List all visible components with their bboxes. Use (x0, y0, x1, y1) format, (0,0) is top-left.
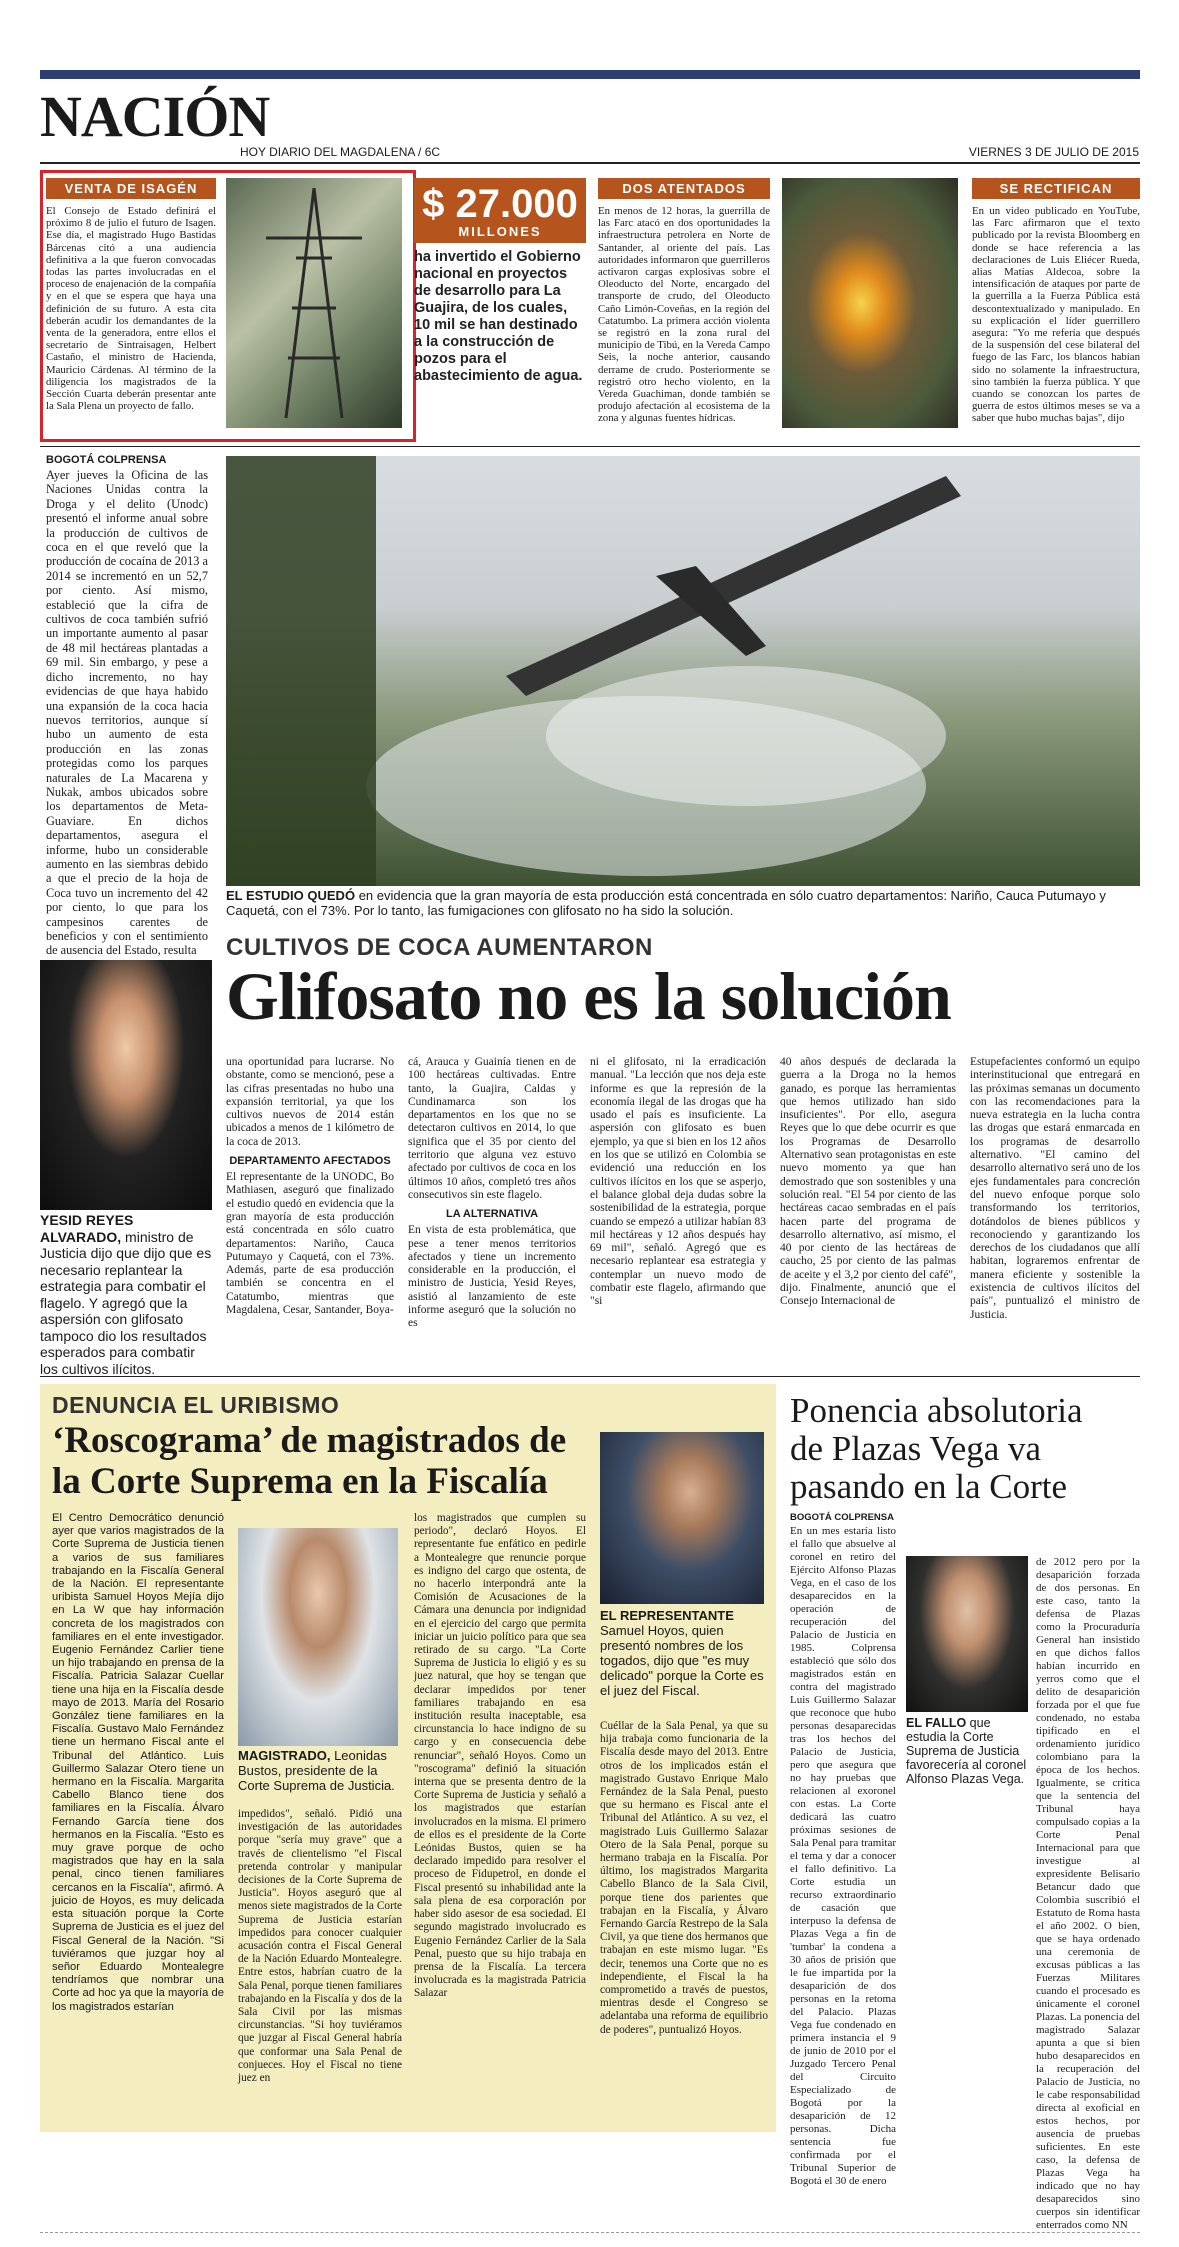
middle-rule (40, 1376, 1140, 1377)
guajira-brief (414, 178, 586, 428)
paper-name: HOY DIARIO DEL MAGDALENA / 6C (240, 145, 441, 159)
plazas-vega-caption-text: que estudia la Corte Suprema de Justicia favorecería al coronel Alfonso Plazas Vega. (906, 1716, 1027, 1786)
power-tower-icon (226, 178, 402, 428)
coca-col5-text: Estupefacientes conformó un equipo interinstitucional que entregará en las próximas semanas un documento con las recomendaciones para la nueva estrategia en la lucha contra las drogas que estará enmarcada en los programas de desarrollo alternativo. "El camino del desarrollo alternativo será uno de los ejes fundamentales para concreción del nuevo enfoque porque solo transformando los territorios, dotándolos de bienes públicos y reconociendo y garantizando los derechos de los ciudadanos que allí habitan, lograremos enfrentar de manera eficiente y sostenible la existencia de cultivos ilícitos del país", puntualizó el ministro de Justicia. (970, 1056, 1140, 1321)
roscograma-col2-text: impedidos", señaló. Pidió una investigación de las autoridades porque "sería muy grave" que a través de clientelismo "el Fiscal pretenda controlar y manipular decisiones de la Corte Suprema de Justicia". Hoyos aseguró que al menos siete magistrados de la Corte Suprema de Justicia estarían impedidos para conocer cualquier acusación contra el Fiscal General de la Nación Eduardo Montealegre. Entre estos, habrían cuatro de la Sala Penal, porque tienen familiares trabajando en la Fiscalía y dos de la Sala Civil por las mismas circunstancias. "Si hoy tuviéramos que juzgar al Fiscal General habría que conformar una Sala Penal de conjueces. Hoy el Fiscal no tiene juez en (238, 1808, 402, 2085)
coca-col1b-text: El representante de la UNODC, Bo Mathiasen, aseguró que finalizado el estudio quedó en evidencia que la gran mayoría de esta producción está concentrada en sólo cuatro departamentos: Nariño, Cauca Putumayo y Caquetá, con el 73%. Además, parte de esa producción también se concentra en el Catatumbo, mientras que Magdalena, Cesar, Santander, Boya- (226, 1171, 394, 1317)
coca-column-3 (590, 1056, 766, 1309)
samuel-hoyos-portrait (600, 1432, 764, 1604)
plazas-column-1 (790, 1512, 896, 2188)
plazas-vega-portrait (906, 1556, 1028, 1712)
coca-kicker: CULTIVOS DE COCA AUMENTARON (226, 934, 653, 961)
atentados-brief-text: En menos de 12 horas, la guerrilla de las Farc atacó en dos oportunidades la infraestructura petrolera en Norte de Santander, al oriente del país. Las autoridades informaron que guerrilleros activaron cargas explosivas sobre el Oleoducto del Norte, encargado del transporte de crudo, del Oleoducto Caño Limón-Coveñas, en la región del Catatumbo. La primera acción violenta se registró en la zona rural del municipio de Tibú, en la Vereda Campo Seis, la noche anterior, causando derrame de crudo. Posteriormente se registró otro hecho violento, en la Vereda Guachiman, donde también se produjo afectación al ecosistema de la zona y algunas fuentes hídricas. (598, 205, 770, 425)
coca-column-2 (408, 1056, 576, 1331)
plazas-vega-caption-lead: EL FALLO (906, 1716, 967, 1730)
roscograma-headline-line1: ‘Roscograma’ de magistrados de (52, 1420, 567, 1461)
guajira-amount-box (414, 178, 586, 243)
roscograma-column-3 (414, 1512, 586, 2001)
coca-column-1 (226, 1056, 394, 1317)
plazas-headline-line3: pasando en la Corte (790, 1467, 1067, 1506)
coca-left-text: Ayer jueves la Oficina de las Naciones Unidas contra la Droga y el delito (Unodc) presentó el informe anual sobre la producción de cultivos de coca en el que reveló que la producción de cocaína de 2013 a 2014 se incrementó en un 52,7 por ciento. Así mismo, estableció que la cifra de cultivos de coca también sufrió un importante aumento al pasar de 48 mil hectáreas plantadas a 69 mil. Sin embargo, y pese a dicho incremento, no hay evidencias de que haya habido una expansión de la coca hacia nuevos territorios, aunque sí hubo un aumento de esta producción en las zonas protegidas como los parques naturales de La Macarena y Nukak, ambos ubicados sobre los departamentos de Meta-Guaviare. En dichos departamentos, asegura el informe, hubo un considerable aumento en las siembras debido a que el precio de la hoja de Coca tuvo un incremento del 42 por ciento, lo que para los campesinos carentes de beneficios y con el sentimiento de ausencia del Estado, resulta (46, 468, 208, 958)
rectifican-brief-text: En un video publicado en YouTube, las Farc afirmaron que el texto publicado por la revista Bloomberg en donde se hace referencia a las declaraciones de Luis Eliécer Rueda, alias Matías Aldecoa, sobre la intensificación de ataques por parte de la guerrilla a la Fuerza Pública está descontextualizado y manipulado. En su explicación el líder guerrillero asegura: "Yo me refería que después de la suspensión del cese bilateral del fuego de las Farc, los blancos habían sido no solamente la infraestructura, sino también la fuerza pública. Y que cuando se conozcan los partes de guerra de estos últimos meses se va a saber que hubo muchas bajas", dijo (972, 205, 1140, 425)
roscograma-headline-line2: la Corte Suprema en la Fiscalía (52, 1461, 548, 1502)
leonidas-bustos-portrait (238, 1528, 398, 1746)
guajira-amount: $ 27.000 (422, 182, 578, 226)
isagen-brief-head: VENTA DE ISAGÉN (46, 178, 216, 199)
coca-col2b-text: En vista de esta problemática, que pese a tener menos territorios afectados y tiene un incremento considerable en la producción, el ministro de Justicia, Yesid Reyes, asistió al lanzamiento de este informe aseguró que la solución no es (408, 1224, 576, 1330)
header-top-rule (40, 70, 1140, 79)
leonidas-bustos-caption-lead: MAGISTRADO, (238, 1748, 331, 1763)
plazas-headline-line2: de Plazas Vega va (790, 1429, 1042, 1468)
plazas-headline (790, 1392, 1140, 1506)
section-title: NACIÓN (40, 84, 270, 149)
header-bottom-rule (40, 162, 1140, 164)
coca-col3-text: ni el glifosato, ni la erradicación manual. "La lección que nos deja este informe es que la represión de la economía ilegal de las drogas que ha usado el país es insuficiente. La aspersión con glifosato es buen ejemplo, ya que si bien en los 12 años en los que se utilizó en Colombia se evidenció una reducción en los cultivos ilícitos en los que se asperjo, el balance global deja dudas sobre la sostenibilidad de la estrategia, porque cuando se empezó a utilizar habían 83 mil hectáreas y 12 años después hay 69 mil", señaló. Agregó que es necesario replantear esa estrategia y contemplar un nuevo modo de combatir este flagelo, afirmando que "si (590, 1056, 766, 1308)
atentados-brief-head: DOS ATENTADOS (598, 178, 770, 199)
leonidas-bustos-caption-text: Leonidas Bustos, presidente de la Corte Suprema de Justicia. (238, 1748, 395, 1793)
roscograma-column-2 (238, 1808, 402, 2085)
roscograma-column-1 (52, 1512, 224, 2014)
isagen-brief-text: El Consejo de Estado definirá el próximo 8 de julio el futuro de Isagen. Ese día, el magistrado Hugo Bastidas Bárcenas citó a una audiencia definitiva a la que fueron convocadas todas las partes involucradas en el proceso de enajenación de la compañía y en el que se espera que haya una definición de su futuro. A esta cita deberán acudir los demandantes de la venta de la generadora, entre ellos el secretario de Sintraisagen, Helbert Castaño, el ministro de Hacienda, Mauricio Cárdenas. Al término de la diligencia los magistrados de la Sección Cuarta deberán presentar ante la Sala Plena un proyecto de fallo. (46, 205, 216, 413)
coca-left-column (46, 454, 208, 958)
coca-col1-subhead: DEPARTAMENTO AFECTADOS (229, 1155, 391, 1168)
roscograma-column-4 (600, 1720, 768, 2037)
samuel-hoyos-caption-text: Samuel Hoyos, quien presentó nombres de los togados, dijo que "es muy delicado" porque la Corte es el juez del Fiscal. (600, 1623, 764, 1698)
leonidas-bustos-caption (238, 1748, 402, 1793)
page-bottom-edge (40, 2232, 1140, 2233)
coca-col2-text: cá, Arauca y Guainía tienen en de 100 hectáreas cultivadas. Entre tanto, la Guajira, Caldas y Cundinamarca son los departamentos en los que no se detectaron cultivos en 2014, lo que significa que el 35 por ciento del territorio que alguna vez estuvo afectado por cultivos de coca en los últimos 10 años, completó tres años consecutivos sin este flagelo. (408, 1056, 576, 1201)
issue-date: VIERNES 3 DE JULIO DE 2015 (968, 145, 1139, 159)
pipeline-fire-photo (782, 178, 958, 428)
atentados-brief (598, 178, 770, 425)
isagen-brief (46, 178, 216, 412)
isagen-photo (226, 178, 402, 428)
plazas-vega-caption (906, 1716, 1030, 1786)
samuel-hoyos-caption-lead: EL REPRESENTANTE (600, 1608, 734, 1623)
plazas-dateline: BOGOTÁ COLPRENSA (790, 1512, 894, 1523)
plazas-headline-line1: Ponencia absolutoria (790, 1391, 1083, 1430)
roscograma-col4-text: Cuéllar de la Sala Penal, ya que su hija trabaja como funcionaria de la Fiscalía desde mayo del 2013. Entre otros de los implicados están el magistrado Gustavo Enrique Malo Fernández de la Sala Penal, puesto que su hermano es Fiscal ante el Tribunal del Atlántico. A su vez, el magistrado Luis Guillermo Salazar Otero de la Sala Penal, porque su hermano trabaja en la Fiscalía. Por último, los magistrados Margarita Cabello Blanco de la Sala Civil, porque tiene dos parientes que trabajan en la Fiscalía, y Álvaro Fernando García Restrepo de la Sala Civil, ya que tiene dos hermanos que trabajan en este mismo lugar. "Es decir, tenemos una Corte que no es independiente, el Fiscal la ha comprometido a través de puestos, mientras desde el Congreso se adelantaba una reforma de equilibrio de poderes", puntualizó Hoyos. (600, 1720, 768, 2036)
plazas-col1-text: En un mes estaría listo el fallo que absuelve al coronel en retiro del Ejército Alfonso Plazas Vega, en el caso de los desaparecidos en la operación de recuperación del Palacio de Justicia en 1985. Colprensa estableció que sólo dos magistrados están en contra del magistrado Luis Guillermo Salazar que reconoce que hubo personas desaparecidas tras los hechos del Palacio de Justicia, pero que asegura que no hay pruebas que relacionen al exoronel con estas. La Corte dedicará las cuatro próximas sesiones de Sala Penal para tramitar el tema y dar a conocer el fallo definitivo. La Corte estudia un recurso extraordinario de casación que interpuso la defensa de Plazas Vega a fin de 'tumbar' la condena a 30 años de prisión que le fue impartida por la desaparición de dos personas en la retoma del Palacio. Plazas Vega fue condenado en primera instancia el 9 de junio de 2010 por el Juzgado Tercero Penal del Circuito Especializado de Bogotá por la desaparición de 12 personas. Dicha sentencia fue confirmada por el Tribunal Superior de Bogotá el 30 de enero (790, 1525, 896, 2187)
roscograma-headline (52, 1420, 592, 1502)
coca-dateline: BOGOTÁ COLPRENSA (46, 454, 167, 466)
plazas-column-2 (1036, 1556, 1140, 2232)
yesid-reyes-caption-text: ministro de Justicia dijo que dijo que es necesario replantear la estrategia para combatir el flagelo. Y agregó que la aspersión con glifosato tampoco dio los resultados esperados para combatir los cultivos ilícitos. (40, 1228, 212, 1377)
crop-duster-plane-icon (226, 456, 1140, 886)
samuel-hoyos-caption (600, 1608, 768, 1698)
briefs-bottom-rule (40, 446, 1140, 447)
fumigation-photo-caption (226, 888, 1140, 918)
roscograma-kicker: DENUNCIA EL URIBISMO (52, 1392, 340, 1418)
plazas-col2-text: de 2012 pero por la desaparición forzada de dos personas. En este caso, tanto la defensa de Plazas como la Procuraduría General han insistido en que dichos fallos habían incurrido en yerros como que el delito de desaparición forzada por el que fue condenado, no estaba tipificado en el ordenamiento jurídico colombiano para la época de los hechos. Igualmente, se critica que la sentencia del Tribunal haya compulsado copias a la Corte Penal Internacional para que investigue al expresidente Belisario Betancur dado que Colombia suscribió el Estatuto de Roma hasta el año 2002. O bien, que se haya ordenado una ceremonia de excusas públicas a las Fuerzas Militares cuando el procesado es únicamente el coronel Plazas. La ponencia del magistrado Salazar apunta a que si bien hubo desaparecidos en la recuperación del Palacio de Justicia, no le cabe responsabilidad directa al exoficial en estos hechos, por ausencia de pruebas suficientes. En este caso, la defensa de Plazas Vega ha indicado que no hay desaparecidos sino cuerpos sin identificar enterrados como NN (1036, 1556, 1140, 2231)
coca-column-5 (970, 1056, 1140, 1322)
fumigation-caption-text: en evidencia que la gran mayoría de esta producción está concentrada en sólo cuatro departamentos: Nariño, Cauca Putumayo y Caquetá, con el 73%. Por lo tanto, las fumigaciones con glifosato no ha sido la solución. (226, 888, 1106, 918)
rectifican-brief-head: SE RECTIFICAN (972, 178, 1140, 199)
guajira-brief-text: ha invertido el Gobierno nacional en proyectos de desarrollo para La Guajira, de los cuales, 10 mil se han destinado a la construcción de pozos para el abastecimiento de agua. (414, 249, 583, 384)
yesid-reyes-portrait (40, 960, 212, 1210)
roscograma-col1-text: El Centro Democrático denunció ayer que varios magistrados de la Corte Suprema de Justicia tienen a varios de sus familiares trabajando en la Fiscalía General de la Nación. El representante uribista Samuel Hoyos Mejía dijo en La W que hay información concreta de los magistrados con familiares en el ente investigador. Eugenio Fernández Carlier tiene un hijo trabajando en prensa de la Fiscalía. Patricia Salazar Cuellar tiene una hija en la Fiscalía desde mayo de 2013. María del Rosario González tiene familiares en la Fiscalía. Gustavo Malo Fernández tiene un hermano Fiscal ante el Tribunal del Atlántico. Luis Guillermo Salazar Otero tiene un hermano en la Fiscalía. Margarita Cabello Blanco tiene dos familiares en la Fiscalía. Álvaro Fernando García tiene dos hermanos en la Fiscalía. "Esto es muy grave porque de ocho magistrados que hay en la sala penal, cinco tienen familiares cercanos en la Fiscalía", afirmó. A juicio de Hoyos, es muy delicada esta situación porque la Corte Suprema de Justicia es el juez del Fiscal General de la Nación. "Si tuviéramos que juzgar hoy al señor Eduardo Montealegre tendríamos que nombrar una Corte ad hoc ya que la mayoría de los magistrados estarían (52, 1512, 224, 2013)
yesid-reyes-caption-lead: YESID REYES ALVARADO, (40, 1212, 134, 1245)
coca-column-4 (780, 1056, 956, 1309)
coca-col2-subhead: LA ALTERNATIVA (445, 1208, 539, 1221)
guajira-amount-unit: MILLONES (458, 224, 542, 239)
coca-col1-text: una oportunidad para lucrarse. No obstante, como se mencionó, pese a las cifras presentadas no hubo una expansión territorial, ya que los cultivos nuevos de 2014 están ubicados a menos de 1 kilómetro de la coca de 2013. (226, 1056, 394, 1148)
roscograma-col3-text: los magistrados que cumplen su periodo", declaró Hoyos. El representante fue enfático en pedirle a Montealegre que renuncie porque es indigno del cargo que ostenta, de no hacerlo interpondrá ante la Comisión de Acusaciones de la Cámara una denuncia por indignidad en el ejercicio del cargo que permita iniciar un juicio político para que sea retirado de su cargo. "La Corte Suprema de Justicia lo eligió y es su juez natural, que hoy se tengan que declarar impedidos por tener familiares trabajando en esa institución resulta inaceptable, esa circunstancia lo hace indigno de su cargo y en consecuencia debe renunciar", señaló Hoyos. Como un "roscograma" definió la situación interna que se presenta dentro de la Corte Suprema de Justicia y señaló a los magistrados que estarían involucrados en la misma. El primero de ellos es el presidente de la Corte Leónidas Bustos, quien se ha declarado impedido para resolver el proceso de Fidupetrol, en donde el Fiscal presentó su inhabilidad ante la sala plena de esa corporación por haber sido asesor de esa sociedad. El segundo magistrado involucrado es Eugenio Fernández Carlier de la Sala Penal, puesto que su hijo trabaja en prensa de la Fiscalía. La tercera involucrada es la magistrada Patricia Salazar (414, 1512, 586, 2000)
yesid-reyes-caption (40, 1212, 212, 1377)
fumigation-photo (226, 456, 1140, 886)
coca-col4-text: 40 años después de declarada la guerra a la Droga no la hemos ganado, es porque las herramientas que hemos utilizado han sido insuficientes". Por ello, asegura Reyes que lo que debe ocurrir es que los Programas de Desarrollo Alternativo sean protagonistas en este nuevo momento ya que han demostrado que son sostenibles y una solución real. "El 54 por ciento de las hectáreas cacao sembradas en el país hacen parte del programa de desarrollo alternativo, así mismo, el 40 por ciento de las hectáreas de caucho, 25 por ciento de las palmas de aceite y el 3,2 por ciento del café", dijo. Finalmente, anunció que el Consejo Internacional de (780, 1056, 956, 1308)
rectifican-brief (972, 178, 1140, 425)
coca-headline: Glifosato no es la solución (226, 958, 951, 1034)
fumigation-caption-lead: EL ESTUDIO QUEDÓ (226, 888, 356, 903)
